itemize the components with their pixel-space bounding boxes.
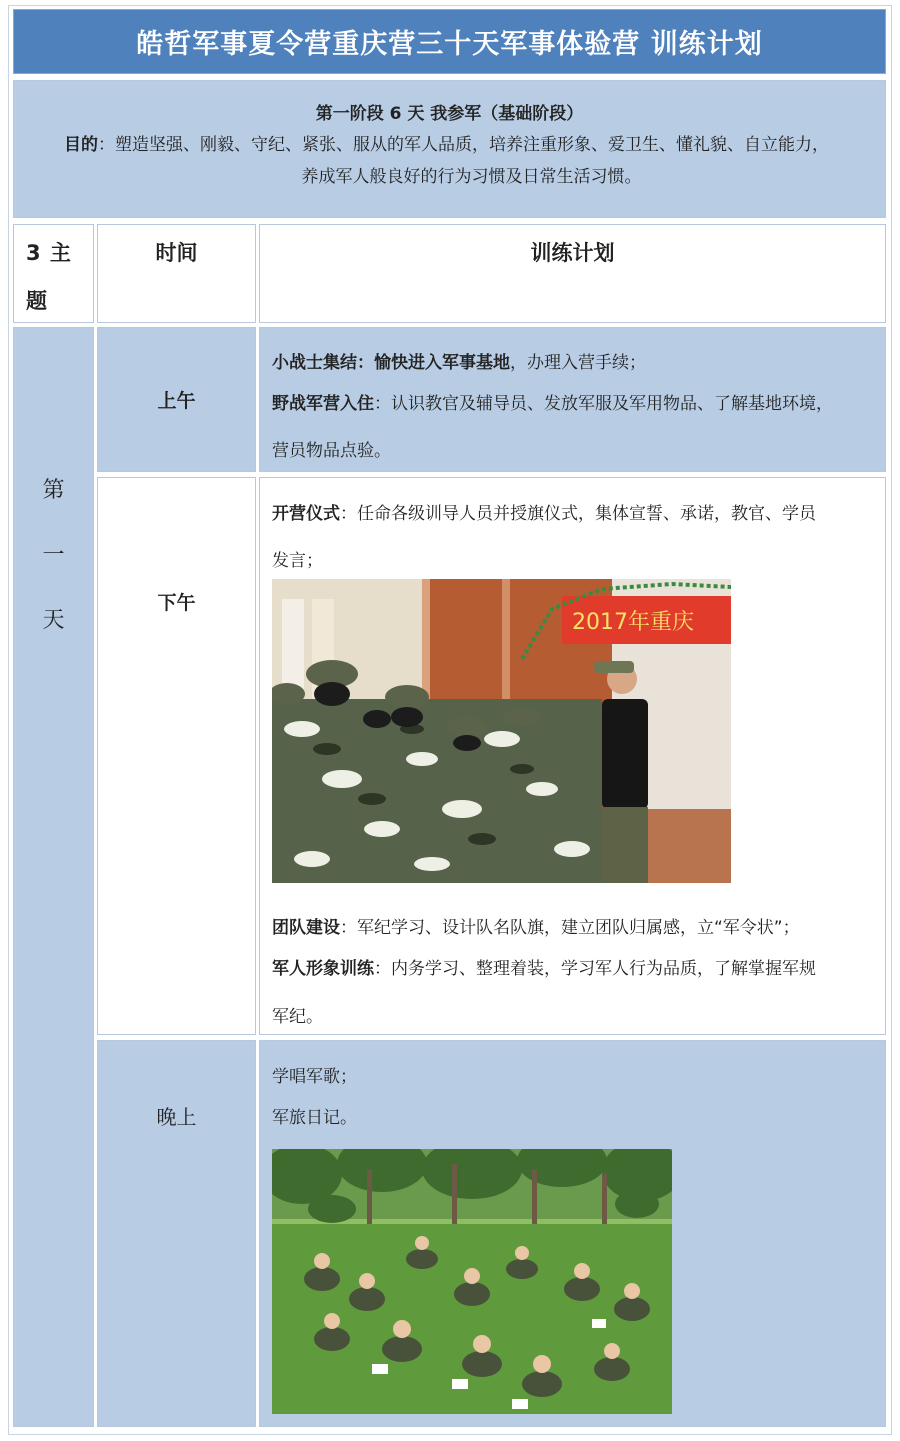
stage-header xyxy=(13,80,886,218)
day-column xyxy=(13,327,94,1427)
evening-item-2: 军旅日记。 xyxy=(272,1108,357,1128)
afternoon-time: 下午 xyxy=(97,477,256,1035)
stage-purpose xyxy=(64,129,879,193)
purpose-label: 目的 xyxy=(64,135,98,155)
afternoon-item-3: 军人形象训练：内务学习、整理着装，学习军人行为品质，了解掌握军规 xyxy=(272,959,816,979)
morning-item-1: 小战士集结：愉快进入军事基地，办理入营手续； xyxy=(272,353,646,373)
banner-text: 2017年重庆 xyxy=(572,610,694,635)
purpose-line-1: ：塑造坚强、刚毅、守纪、紧张、服从的军人品质，培养注重形象、爱卫生、懂礼貌、自立能力， xyxy=(98,135,829,155)
afternoon-item-1-cont: 发言； xyxy=(272,551,323,571)
opening-ceremony-photo xyxy=(272,579,731,883)
morning-item-2: 野战军营入住：认识教官及辅导员、发放军服及军用物品、了解基地环境， xyxy=(272,394,833,414)
afternoon-item-1: 开营仪式：任命各级训导人员并授旗仪式，集体宣誓、承诺，教官、学员 xyxy=(272,504,816,524)
purpose-line-2: 养成军人般良好的行为习惯及日常生活习惯。 xyxy=(301,167,642,187)
afternoon-item-2: 团队建设：军纪学习、设计队名队旗，建立团队归属感，立“军令状”； xyxy=(272,918,800,938)
header-plan: 训练计划 xyxy=(259,224,886,323)
diary-writing-photo xyxy=(272,1149,672,1414)
header-theme-part2: 题 xyxy=(26,289,47,313)
header-time: 时间 xyxy=(97,224,256,323)
afternoon-item-3-cont: 军纪。 xyxy=(272,1007,323,1027)
stage-title: 第一阶段 6 天 我参军（基础阶段） xyxy=(315,104,584,124)
morning-plan xyxy=(259,327,886,472)
afternoon-plan xyxy=(259,477,886,1035)
page-title: 皓哲军事夏令营重庆营三十天军事体验营 训练计划 xyxy=(13,9,886,74)
evening-item-1: 学唱军歌； xyxy=(272,1067,357,1087)
evening-time: 晚上 xyxy=(97,1040,256,1427)
header-theme-part1: 3 主 xyxy=(26,241,72,265)
evening-plan xyxy=(259,1040,886,1427)
day-char-2: 一 xyxy=(42,543,65,568)
morning-time: 上午 xyxy=(97,327,256,472)
day-char-3: 天 xyxy=(42,608,65,633)
morning-item-2-cont: 营员物品点验。 xyxy=(272,441,391,461)
day-char-1: 第 xyxy=(42,478,65,503)
header-theme xyxy=(13,224,94,323)
